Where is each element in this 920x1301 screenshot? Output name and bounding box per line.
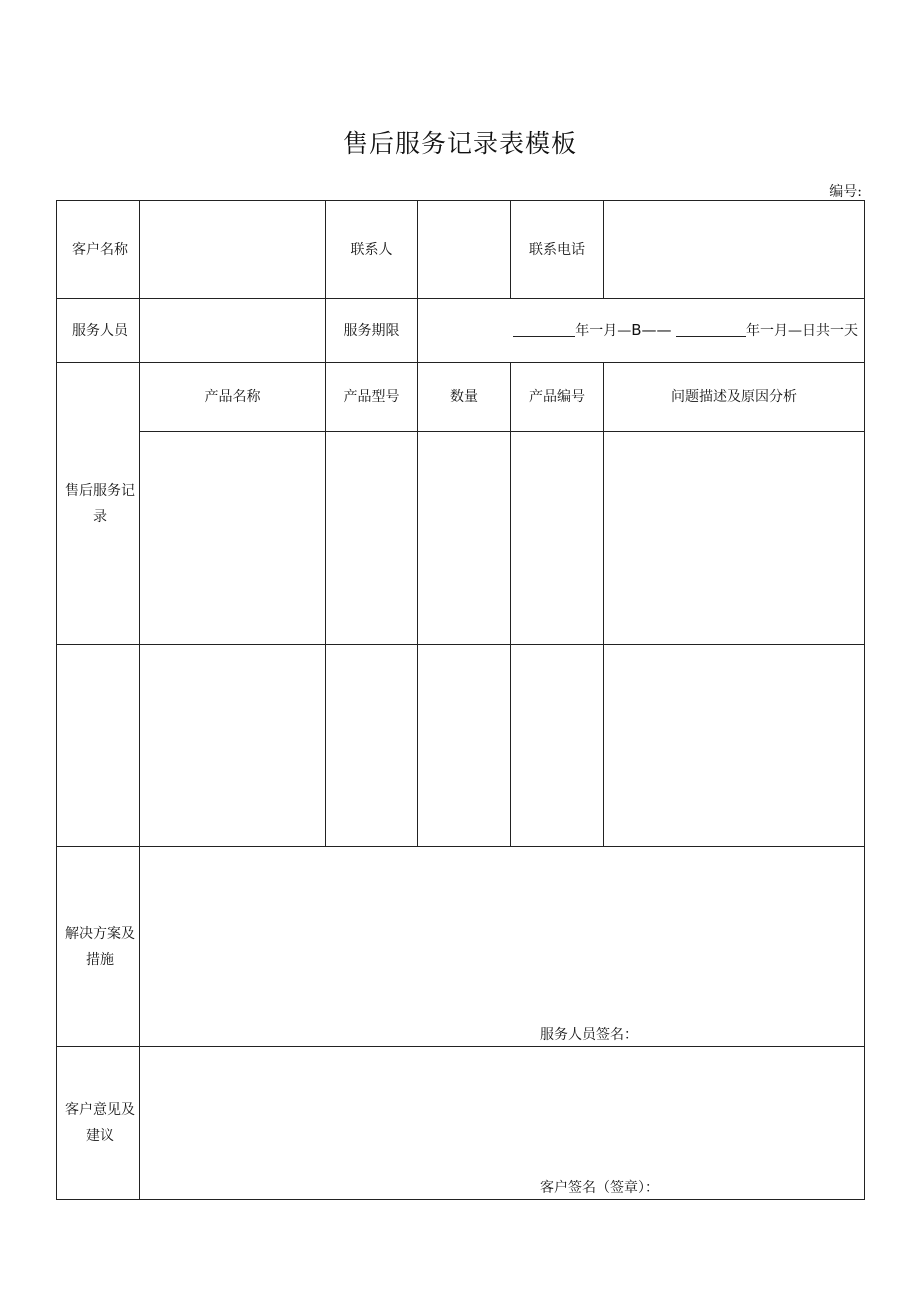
column-header: 产品型号	[326, 363, 418, 432]
record-cell[interactable]	[604, 432, 865, 645]
customer-row	[57, 201, 865, 299]
page-title: 售后服务记录表模板	[342, 129, 577, 158]
contact-phone-field[interactable]	[604, 201, 865, 299]
solution-label: 解决方案及措施	[57, 847, 140, 1047]
record-cell[interactable]	[326, 645, 418, 847]
after-sales-form	[56, 200, 865, 1200]
record-cell[interactable]	[418, 645, 511, 847]
service-staff-label: 服务人员	[57, 299, 140, 363]
service-period-label: 服务期限	[326, 299, 418, 363]
feedback-label: 客户意见及建议	[57, 1047, 140, 1200]
record-cell[interactable]	[604, 645, 865, 847]
period-text-end: 年一月—日共一天	[746, 323, 858, 339]
serial-number-label: 编号:	[829, 184, 862, 200]
service-row	[57, 299, 865, 363]
contact-person-label: 联系人	[326, 201, 418, 299]
staff-signature-label: 服务人员签名：	[540, 1027, 638, 1043]
column-header: 数量	[418, 363, 511, 432]
blank-underline	[513, 322, 575, 337]
solution-row	[57, 847, 865, 1047]
record-cell[interactable]	[511, 432, 604, 645]
records-section-label: 售后服务记录	[57, 363, 140, 645]
feedback-field[interactable]	[140, 1047, 865, 1200]
column-header: 产品名称	[140, 363, 326, 432]
service-staff-field[interactable]	[140, 299, 326, 363]
period-text-b: B——	[631, 321, 672, 339]
column-header: 产品编号	[511, 363, 604, 432]
record-row	[57, 645, 865, 847]
blank-underline	[676, 322, 746, 337]
service-period-field[interactable]	[418, 299, 865, 363]
record-cell[interactable]	[418, 432, 511, 645]
record-cell[interactable]	[511, 645, 604, 847]
period-text-start: 年一月—	[575, 323, 632, 339]
record-cell[interactable]	[57, 645, 140, 847]
customer-name-label: 客户名称	[57, 201, 140, 299]
record-cell[interactable]	[140, 645, 326, 847]
record-cell[interactable]	[140, 432, 326, 645]
contact-phone-label: 联系电话	[511, 201, 604, 299]
record-row	[57, 432, 865, 645]
customer-name-field[interactable]	[140, 201, 326, 299]
customer-signature-label: 客户签名（签章）：	[540, 1180, 659, 1196]
records-header-row	[57, 363, 865, 432]
feedback-row	[57, 1047, 865, 1200]
column-header: 问题描述及原因分析	[604, 363, 865, 432]
record-cell[interactable]	[326, 432, 418, 645]
contact-person-field[interactable]	[418, 201, 511, 299]
solution-field[interactable]	[140, 847, 865, 1047]
